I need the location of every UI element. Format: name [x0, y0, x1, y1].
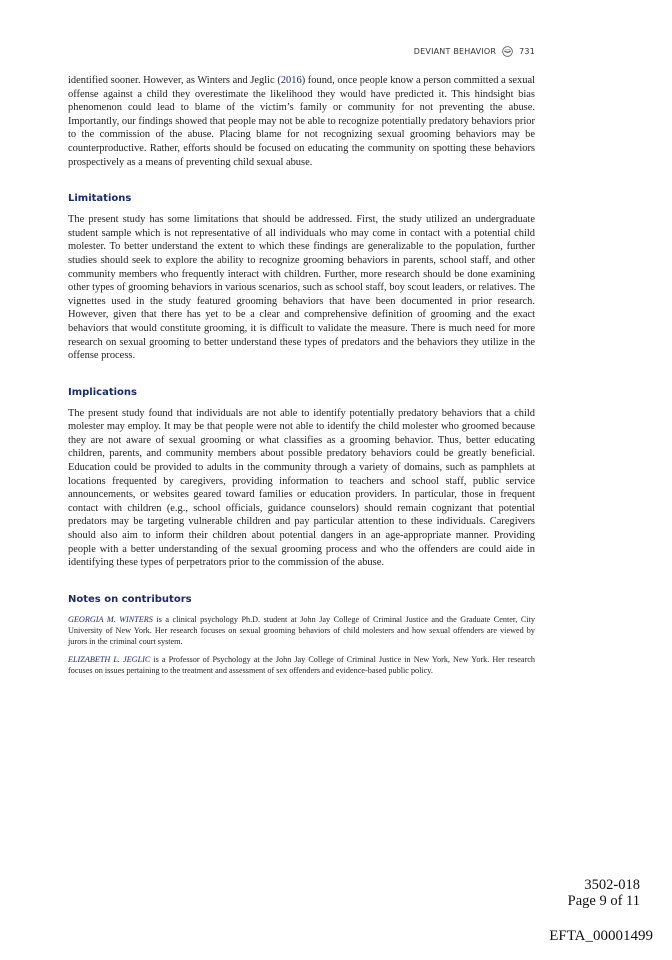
contributor-name[interactable]: GEORGIA M. WINTERS: [68, 614, 153, 624]
paragraph-limitations: The present study has some limitations that should be addressed. First, the study utilized an undergraduate student sample which is not representative of all individuals who may come in contact with a potential child molester. To better understand the extent to which these findings are generalizable to the population, further studies should seek to explore the ability to recognize grooming behaviors in parents, school staff, and other community members who frequently interact with children. Further, more research should be done examining other types of grooming behaviors in various scenarios, such as school staff, boy scout leaders, or relatives. The vignettes used in the study featured grooming behaviors that have been documented in prior research. However, given that there has yet to be a clear and comprehensive definition of grooming and the exact behaviors that would constitute grooming, it is difficult to validate the measure. There is much need for more research on sexual grooming to better understand these types of predators and the behaviors they utilize in the offense process.: [68, 214, 535, 362]
citation-link[interactable]: 2016: [280, 75, 302, 86]
paragraph-implications: The present study found that individuals are not able to identify potentially predatory behaviors that a child molester may employ. It may be that people were not able to identify the child molester who groomed because they are not aware of sexual grooming or what classifies as a grooming behavior. Thus, better educating children, parents, and community members about possible predatory behaviors could be greatly beneficial. Education could be provided to adults in the community through a variety of domains, such as pamphlets at locations frequented by caregivers, providing information to teachers and school staff, public service announcements, or websites geared toward families or education providers. In particular, those in frequent contact with children (e.g., school officials, guidance counselors) should remain cognizant that potential predators may be targeting vulnerable children and pay particular attention to these individuals. Caregivers should also aim to inform their children about potential dangers in an age-appropriate manner. Providing people with a better understanding of the sexual grooming process and who the offenders are could aide in identifying these types of perpetrators prior to the commission of the abuse.: [68, 407, 535, 569]
section-heading-limitations: Limitations: [68, 193, 132, 205]
page-of-count: Page 9 of 11: [567, 893, 640, 909]
section-heading-implications: Implications: [68, 386, 137, 398]
contributor-note: GEORGIA M. WINTERS is a clinical psychology Ph.D. student at John Jay College of Criminal Justice and the Graduate Center, City University of New York. Her research focuses on sexual grooming behaviors of child molesters and how sexual offenders are viewed by jurors in the criminal court system.: [68, 614, 535, 646]
section-heading-notes: Notes on contributors: [68, 593, 192, 605]
bates-number: EFTA_00001499: [549, 928, 653, 944]
journal-title: DEVIANT BEHAVIOR: [413, 47, 497, 56]
running-head: [414, 46, 535, 57]
crossmark-icon: [502, 46, 513, 57]
article-body: [68, 74, 535, 683]
document-stamp: [568, 877, 640, 909]
document-id: 3502-018: [584, 877, 640, 893]
page-number: 731: [519, 47, 535, 56]
contributor-note: ELIZABETH L. JEGLIC is a Professor of Psychology at the John Jay College of Criminal Justice in New York, New York. Her research focuses on issues pertaining to the treatment and assessment of sex offenders and evidence-based public policy.: [68, 654, 535, 675]
paragraph-intro: identified sooner. However, as Winters and Jeglic (2016) found, once people know a person committed a sexual offense against a child they overestimate the likelihood they would have predicted it. This hindsight bias phenomenon could lead to blame of the victim’s family or community for not preventing the abuse. Importantly, our findings showed that people may not be able to recognize potentially predatory behaviors prior to the commission of the abuse. Placing blame for not recognizing sexual grooming behaviors may be counterproductive. Rather, efforts should be focused on educating the community on spotting these behaviors prospectively as a means of preventing child sexual abuse.: [68, 75, 535, 168]
contributor-name[interactable]: ELIZABETH L. JEGLIC: [68, 654, 151, 664]
